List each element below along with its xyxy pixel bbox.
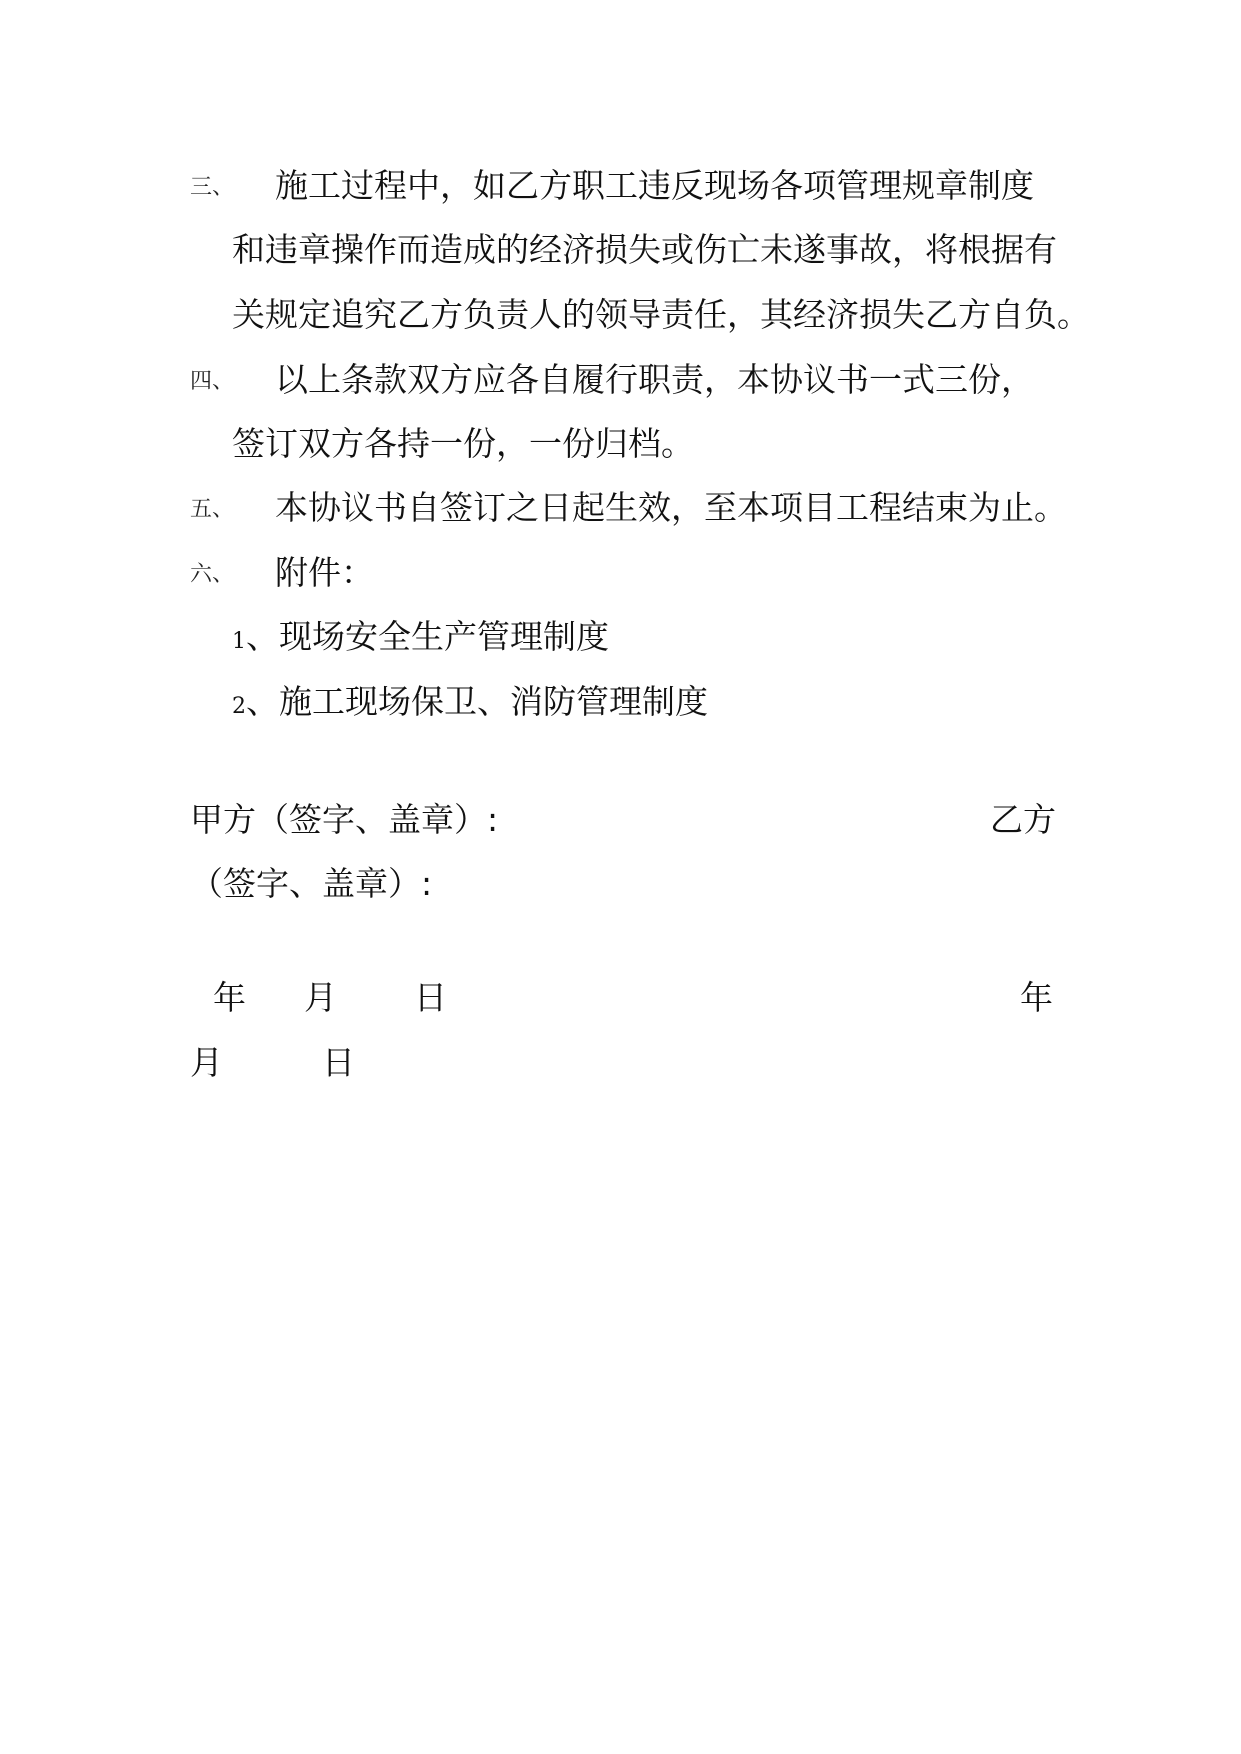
party-a-date-day: 日 — [414, 978, 447, 1017]
party-a-signature-label: 甲方（签字、盖章）: — [190, 800, 499, 839]
clause-3-line-2: 和违章操作而造成的经济损失或伤亡未遂事故，将根据有 — [232, 230, 1057, 269]
clause-4-number: 四、 — [190, 369, 235, 394]
attachment-2-text: 施工现场保卫、消防管理制度 — [279, 682, 708, 721]
attachment-item-2 — [232, 682, 708, 727]
attachment-1-text: 现场安全生产管理制度 — [279, 617, 609, 656]
attachment-item-1 — [232, 617, 609, 662]
clause-5-number: 五、 — [190, 497, 235, 522]
party-a-date-year: 年 — [213, 978, 246, 1017]
attachment-2-separator: 、 — [246, 682, 279, 721]
clause-6-line-1: 附件： — [275, 553, 374, 592]
attachment-2-number: 2 — [232, 694, 246, 719]
clause-3-line-1: 施工过程中，如乙方职工违反现场各项管理规章制度 — [275, 166, 1034, 205]
clause-3-number: 三、 — [190, 175, 235, 200]
party-b-date-month: 月 — [190, 1043, 223, 1082]
clause-3-line-3: 关规定追究乙方负责人的领导责任，其经济损失乙方自负。 — [232, 295, 1090, 334]
clause-5-line-1: 本协议书自签订之日起生效，至本项目工程结束为止。 — [275, 488, 1067, 527]
clause-4-line-1: 以上条款双方应各自履行职责，本协议书一式三份， — [275, 360, 1034, 399]
party-b-date-year: 年 — [1020, 978, 1053, 1017]
clause-4-line-2: 签订双方各持一份，一份归档。 — [232, 424, 694, 463]
attachment-1-number: 1 — [232, 629, 246, 654]
clause-6-number: 六、 — [190, 562, 235, 587]
attachment-1-separator: 、 — [246, 617, 279, 656]
party-b-date-day: 日 — [322, 1043, 355, 1082]
party-b-signature-label-prefix: 乙方 — [990, 800, 1056, 839]
party-b-signature-label-suffix: （签字、盖章）: — [190, 864, 433, 903]
party-a-date-month: 月 — [304, 978, 337, 1017]
